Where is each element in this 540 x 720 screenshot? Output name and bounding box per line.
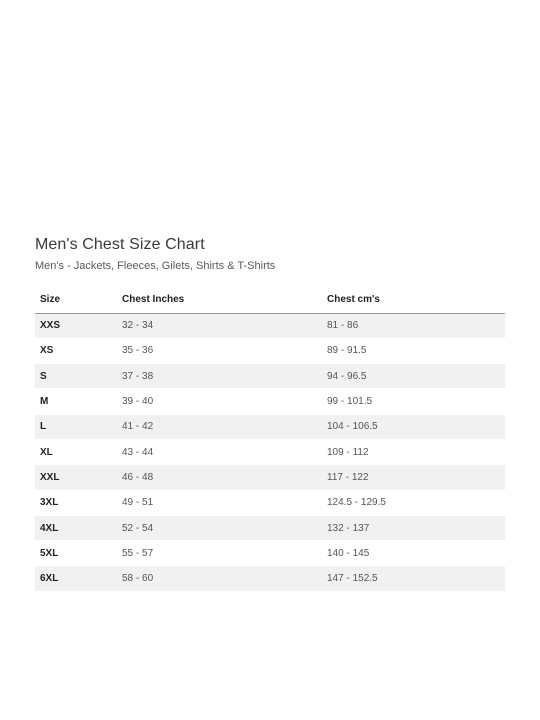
cell-chest-cm: 140 - 145 [322,541,505,566]
cell-chest-inches: 55 - 57 [117,541,322,566]
table-row [35,414,505,439]
table-body [35,313,505,591]
cell-chest-cm: 99 - 101.5 [322,389,505,414]
cell-chest-inches: 39 - 40 [117,389,322,414]
table-row [35,566,505,591]
chart-subtitle: Men's - Jackets, Fleeces, Gilets, Shirts & T-Shirts [35,260,276,272]
cell-chest-cm: 89 - 91.5 [322,338,505,363]
cell-chest-inches: 37 - 38 [117,364,322,389]
table-row [35,313,505,338]
cell-chest-cm: 132 - 137 [322,515,505,540]
chart-title: Men's Chest Size Chart [35,236,205,253]
cell-chest-inches: 49 - 51 [117,490,322,515]
size-table [35,287,505,592]
cell-size: XXL [35,465,117,490]
table-row [35,541,505,566]
cell-chest-inches: 41 - 42 [117,414,322,439]
table-row [35,515,505,540]
cell-chest-inches: 32 - 34 [117,313,322,338]
table-row [35,490,505,515]
cell-chest-cm: 94 - 96.5 [322,364,505,389]
cell-chest-cm: 81 - 86 [322,313,505,338]
cell-chest-cm: 117 - 122 [322,465,505,490]
cell-size: XXS [35,313,117,338]
cell-chest-inches: 46 - 48 [117,465,322,490]
header-chest-cm: Chest cm's [322,287,505,313]
cell-size: S [35,364,117,389]
table-row [35,364,505,389]
cell-size: 3XL [35,490,117,515]
cell-size: 5XL [35,541,117,566]
cell-size: XS [35,338,117,363]
size-table-container[interactable] [35,287,505,613]
cell-chest-cm: 109 - 112 [322,439,505,464]
cell-size: M [35,389,117,414]
cell-chest-cm: 124.5 - 129.5 [322,490,505,515]
table-row [35,389,505,414]
cell-chest-cm: 104 - 106.5 [322,414,505,439]
cell-chest-cm: 147 - 152.5 [322,566,505,591]
cell-chest-inches: 52 - 54 [117,515,322,540]
table-row [35,439,505,464]
table-header-row [35,287,505,313]
cell-size: 4XL [35,515,117,540]
cell-chest-inches: 58 - 60 [117,566,322,591]
cell-size: L [35,414,117,439]
size-chart [35,235,505,613]
header-size: Size [35,287,117,313]
table-row [35,465,505,490]
cell-size: XL [35,439,117,464]
cell-size: 6XL [35,566,117,591]
cell-chest-inches: 35 - 36 [117,338,322,363]
cell-chest-inches: 43 - 44 [117,439,322,464]
table-row [35,338,505,363]
header-chest-inches: Chest Inches [117,287,322,313]
